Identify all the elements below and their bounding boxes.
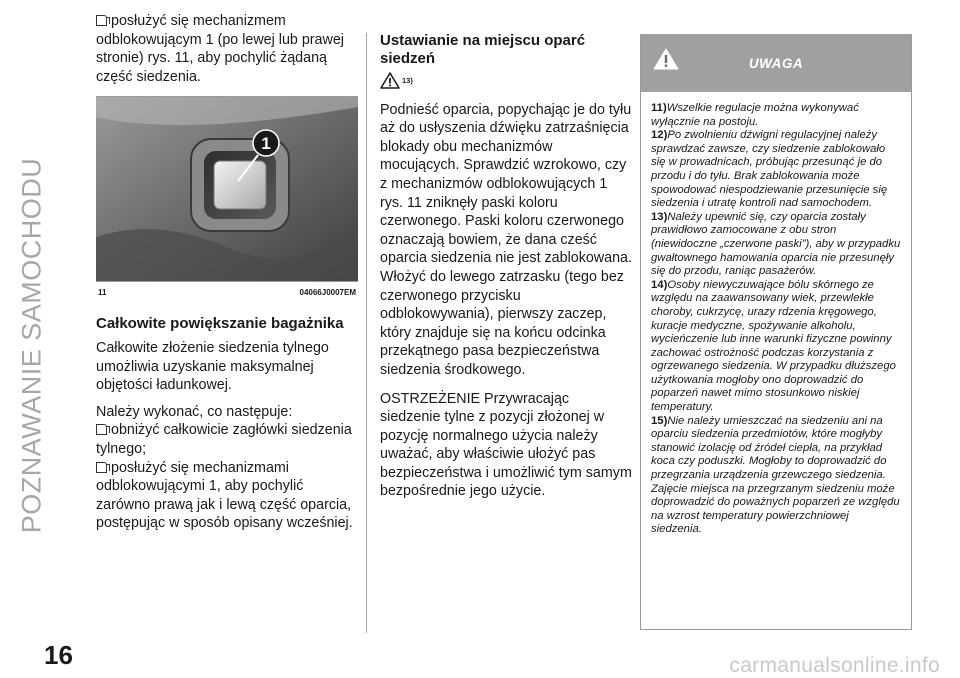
warning-ref-number: 13) [402, 76, 413, 85]
middle-column [380, 32, 632, 509]
warning-triangle-icon [380, 72, 400, 89]
figure-code: 04066J0007EM [299, 288, 356, 298]
paragraph: Należy wykonać, co następuje: [96, 403, 293, 420]
note-number: 15) [651, 414, 668, 427]
column-divider [366, 33, 367, 633]
note-number: 14) [651, 278, 668, 291]
figure-11 [96, 96, 358, 281]
warning-triangle-icon [653, 48, 679, 70]
page-number: 16 [44, 640, 73, 670]
paragraph: Podnieść oparcia, popychając je do tyłu aż do usłyszenia dźwięku zatrzaśnięcia blokady obu mechanizmów mocujących. Sprawdzić wzrokowo, czy z mechanizmów odblokowujących 1 rys. 11 zniknęły paski koloru czerwonego. Paski koloru czerwonego oznaczają bowiem, że dana cześć oparcia siedzenia nie jest zablokowana. Włożyć do lewego zatrzasku (tego bez czerwonego przycisku odblokowywania), pierwszy zaczep, który znajduje się na końcu odcinka przekątnego pasa bezpieczeństwa siedzenia środkowego. [380, 101, 632, 378]
warning-note: 12)Po zwolnieniu dźwigni regulacyjnej należy sprawdzać zawsze, czy siedzenie zablokowało się w prowadnicach, próbując przesunąć je do przodu i do tyłu. Brak zablokowania może spowodować niespodziewanie przesunięcie się siedzenia i utratę kontroli nad samochodem. [651, 129, 888, 210]
uwaga-box [640, 34, 912, 630]
paragraph: Całkowite złożenie siedzenia tylnego umożliwia uzyskanie maksymalnej objętości ładunkowej. [96, 339, 329, 394]
bullet-item: posłużyć się mechanizmami odblokowującymi 1, aby pochylić zarówno prawą jak i lewą część oparcia, postępując w sposób opisany wcześniej. [96, 459, 353, 532]
section-title: POZNAWANIE SAMOCHODU [16, 157, 47, 534]
heading-trunk-expansion: Całkowite powiększanie bagażnika [96, 314, 344, 332]
heading-backrest-restore: Ustawianie na miejscu oparć siedzeń [380, 32, 586, 67]
bullet-icon [96, 424, 107, 435]
warning-note: 15)Nie należy umieszczać na siedzeniu ani na oparciu siedzenia przedmiotów, które mogłyby stanowić izolację od źródeł ciepła, na przykład koca czy poduszki. Mogłoby to doprowadzić do przegrzania urządzenia grzewczego siedzenia. Zajęcie miejsca na przegrzanym siedzeniu może doprowadzić do poważnych poparzeń ze względu na wzrost temperatury powierzchniowej siedzenia. [651, 414, 900, 536]
figure-number: 11 [98, 288, 107, 298]
note-number: 11) [651, 102, 667, 114]
figure-caption [96, 281, 358, 305]
warning-note: 13)Należy upewnić się, czy oparcia zostały prawidłowo zamocowane z obu stron (niewidoczne „czerwone paski”), aby w przypadku gwałtownego hamowania oparcia nie przesunęły się do przodu, raniąc pasażerów. [651, 210, 901, 278]
bullet-icon [96, 15, 107, 26]
intro-bullet: posłużyć się mechanizmem odblokowującym 1 (po lewej lub prawej stronie) rys. 11, aby pochylić żądaną część siedzenia. [96, 13, 344, 85]
bullet-icon [96, 462, 107, 473]
bullet-item: obniżyć całkowicie zagłówki siedzenia tylnego; [96, 422, 352, 457]
watermark: carmanualsonline.info [729, 654, 940, 677]
paragraph: OSTRZEŻENIE Przywracając siedzenie tylne z pozycji złożonej w pozycję normalnego użycia należy uważać, aby właściwie ułożyć pas bezpieczeństwa i umożliwić tym samym bezpośrednie jego użycie. [380, 390, 632, 500]
note-number: 12) [651, 129, 668, 142]
warning-note: 14)Osoby niewyczuwające bólu skórnego ze względu na zaawansowany wiek, przewlekłe choroby, cukrzycę, urazy rdzenia kręgowego, kuracje medyczne, spożywanie alkoholu, wycieńczenie lub inne warunki fizyczne powinny zachować ostrożność podczas korzystania z ogrzewanego siedzenia. W przypadku dłuższego użytkowania mogłoby ono doprowadzić do poparzeń nawet mimo stosunkowo niskiej temperatury. [651, 278, 896, 414]
seat-release-illustration [96, 97, 358, 281]
uwaga-notes [641, 92, 911, 537]
uwaga-header [641, 34, 911, 92]
warning-reference [380, 72, 413, 95]
left-column [96, 12, 358, 533]
note-number: 13) [651, 210, 668, 223]
uwaga-title: UWAGA [748, 55, 804, 71]
warning-note: 11)Wszelkie regulacje można wykonywać wyłącznie na postoju. [651, 102, 859, 128]
callout-label: 1 [261, 134, 271, 154]
